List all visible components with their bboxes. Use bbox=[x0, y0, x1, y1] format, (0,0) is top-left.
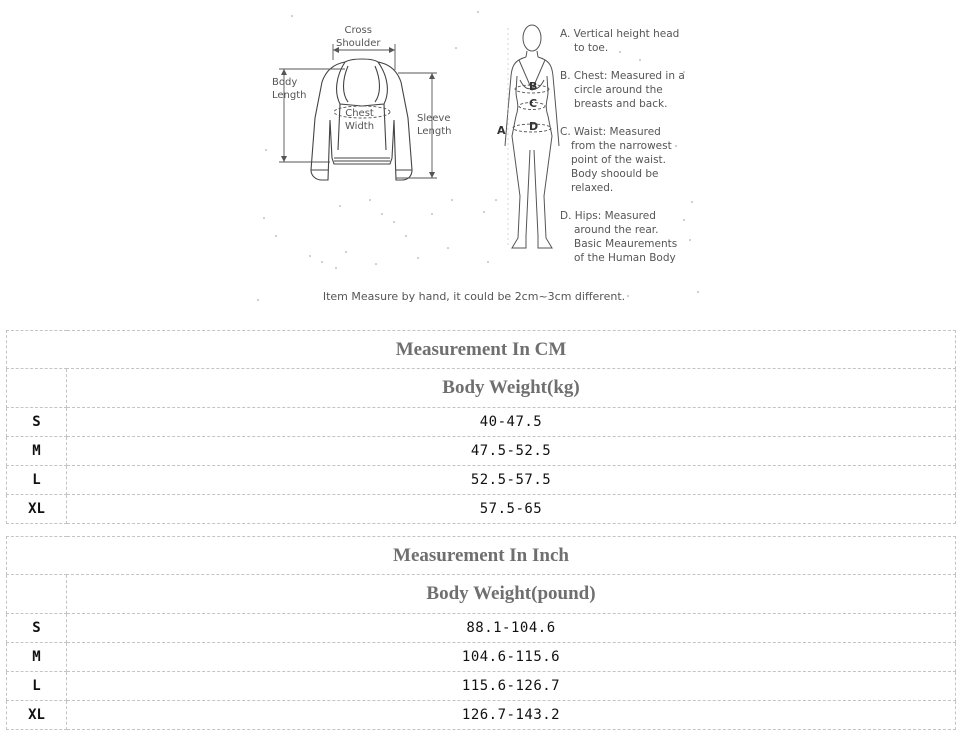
size-cell: S bbox=[7, 614, 67, 643]
note-a-line: to toe. bbox=[574, 42, 609, 54]
size-table-cm bbox=[6, 330, 956, 524]
body-length-label-line1: Body bbox=[272, 77, 298, 88]
cross-shoulder-label-line1: Cross bbox=[344, 25, 372, 36]
note-c-line: from the narrowest bbox=[571, 140, 672, 152]
sleeve-length-label bbox=[417, 112, 452, 138]
sleeve-length-label-line1: Sleeve bbox=[417, 113, 451, 124]
body-length-label bbox=[272, 76, 307, 102]
table-row bbox=[7, 466, 956, 495]
note-a-line: A. Vertical height head bbox=[560, 28, 680, 40]
note-c-line: Body shoould be bbox=[571, 168, 659, 180]
table-row bbox=[7, 437, 956, 466]
size-cell: XL bbox=[7, 495, 67, 524]
table-row bbox=[7, 495, 956, 524]
note-c-line: C. Waist: Measured bbox=[560, 126, 661, 138]
cross-shoulder-label bbox=[336, 24, 381, 50]
body-length-label-line2: Length bbox=[272, 90, 307, 101]
table-title-row bbox=[7, 537, 956, 575]
body-letter-a: A bbox=[497, 124, 506, 137]
header-size-cell bbox=[7, 369, 67, 408]
column-header-weight: Body Weight(kg) bbox=[67, 369, 956, 408]
table-title-row bbox=[7, 331, 956, 369]
table-header-row bbox=[7, 369, 956, 408]
note-d bbox=[560, 209, 700, 265]
note-d-line: around the rear. bbox=[574, 224, 659, 236]
table-row bbox=[7, 408, 956, 437]
weight-cell: 47.5-52.5 bbox=[67, 437, 956, 466]
header-size-cell bbox=[7, 575, 67, 614]
sleeve-length-label-line2: Length bbox=[417, 126, 452, 137]
measure-footnote: Item Measure by hand, it could be 2cm~3cm different. bbox=[322, 290, 626, 303]
body-drawing bbox=[505, 25, 559, 248]
table-row bbox=[7, 614, 956, 643]
weight-cell: 126.7-143.2 bbox=[67, 701, 956, 730]
size-cell: S bbox=[7, 408, 67, 437]
note-d-line: Basic Meaurements bbox=[574, 238, 678, 250]
note-d-line: of the Human Body bbox=[574, 252, 676, 264]
table-row bbox=[7, 672, 956, 701]
weight-cell: 40-47.5 bbox=[67, 408, 956, 437]
note-a bbox=[560, 27, 700, 55]
size-cell: L bbox=[7, 672, 67, 701]
note-c-line: point of the waist. bbox=[571, 154, 667, 166]
table-header-row bbox=[7, 575, 956, 614]
body-letter-b: B bbox=[529, 80, 538, 93]
note-b-line: breasts and back. bbox=[574, 98, 668, 110]
cross-shoulder-label-line2: Shoulder bbox=[336, 38, 381, 49]
size-cell: M bbox=[7, 643, 67, 672]
weight-cell: 52.5-57.5 bbox=[67, 466, 956, 495]
table-row bbox=[7, 701, 956, 730]
note-c-line: relaxed. bbox=[571, 182, 614, 194]
size-cell: M bbox=[7, 437, 67, 466]
body-letter-d: D bbox=[529, 120, 539, 133]
note-b-line: circle around the bbox=[574, 84, 663, 96]
chest-width-label-line2: Width bbox=[345, 121, 375, 132]
note-d-line: D. Hips: Measured bbox=[560, 210, 656, 222]
note-b bbox=[560, 69, 700, 111]
table-row bbox=[7, 643, 956, 672]
body-letter-c: C bbox=[529, 97, 538, 110]
weight-cell: 57.5-65 bbox=[67, 495, 956, 524]
note-b-line: B. Chest: Measured in a bbox=[560, 70, 685, 82]
chest-width-label-line1: Chest bbox=[345, 108, 374, 119]
size-cell: XL bbox=[7, 701, 67, 730]
table-title: Measurement In CM bbox=[7, 331, 956, 369]
weight-cell: 88.1-104.6 bbox=[67, 614, 956, 643]
weight-cell: 115.6-126.7 bbox=[67, 672, 956, 701]
measurement-diagram bbox=[0, 0, 962, 322]
column-header-weight: Body Weight(pound) bbox=[67, 575, 956, 614]
size-table-inch bbox=[6, 536, 956, 730]
note-c bbox=[560, 125, 700, 195]
weight-cell: 104.6-115.6 bbox=[67, 643, 956, 672]
size-cell: L bbox=[7, 466, 67, 495]
diagram-illustration bbox=[0, 0, 962, 322]
table-title: Measurement In Inch bbox=[7, 537, 956, 575]
chest-width-label bbox=[345, 107, 374, 133]
